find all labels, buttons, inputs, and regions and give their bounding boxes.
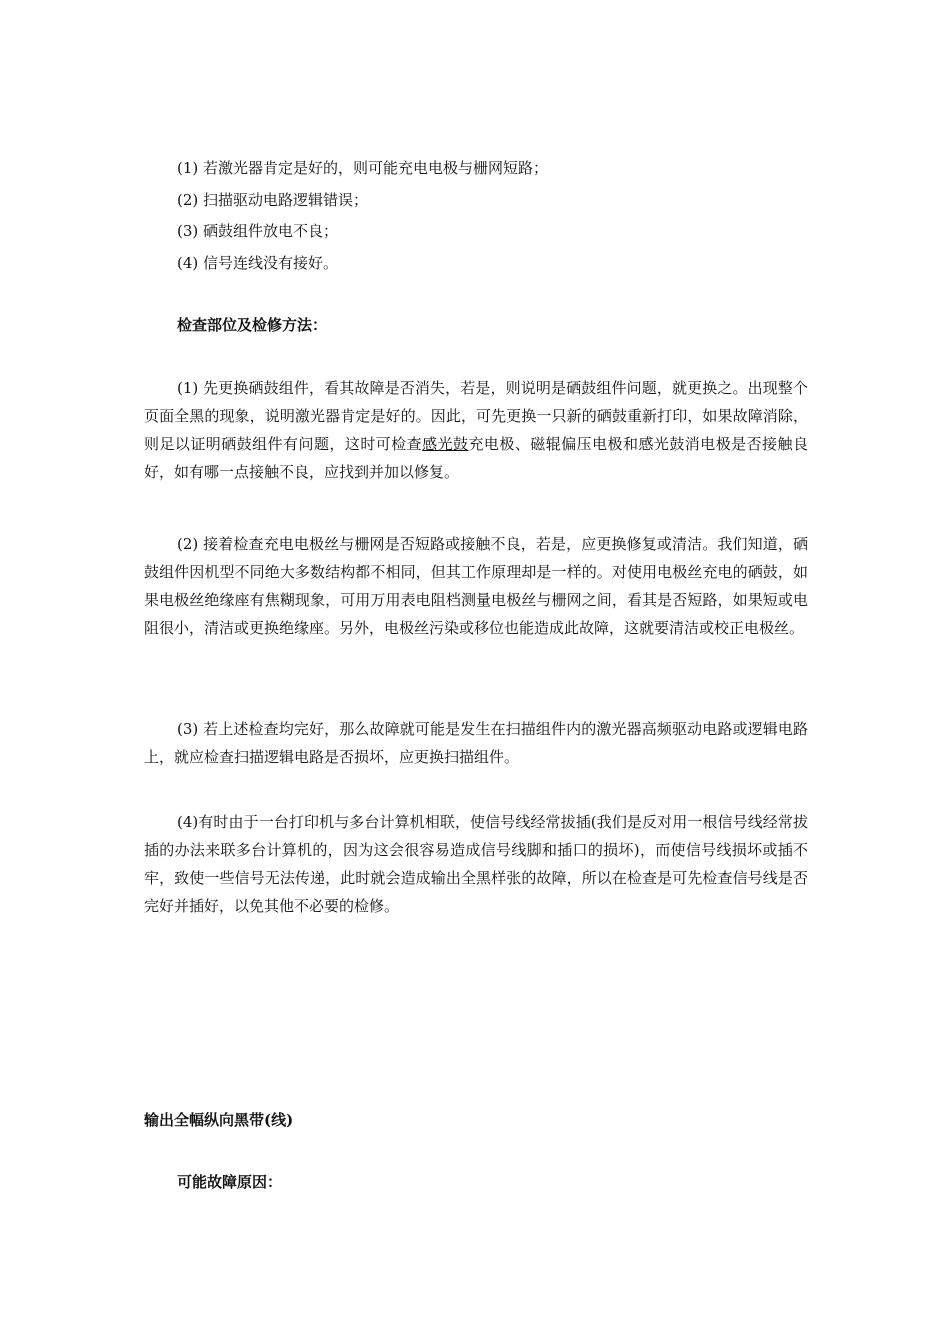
photoreceptor-drum-link[interactable]: 感光鼓 <box>422 435 469 453</box>
check-method-heading: 检查部位及检修方法： <box>177 316 328 334</box>
paragraph-4: (4)有时由于一台打印机与多台计算机相联，使信号线经常拔插(我们是反对用一根信号线经常拔插的办法来联多台计算机的，因为这会很容易造成信号线脚和插口的损坏)，而使信号线损坏或插不牢，致使一些信号无法传递，此时就会造成输出全黑样张的故障，所以在检查是可先检查信号线是否完好并插好，以免其他不必要的检修。 <box>144 813 808 915</box>
cause-item-3: (3) 硒鼓组件放电不良； <box>177 222 339 240</box>
cause-item-4: (4) 信号连线没有接好。 <box>177 254 339 272</box>
paragraph-1-text-b: 充电极、磁辊偏压电极和感光鼓消电极是否接触良好，如有哪一点接触不良，应找到并加以修复。 <box>144 435 808 481</box>
section-title: 输出全幅纵向黑带(线) <box>144 1111 294 1129</box>
paragraph-2: (2) 接着检查充电电极丝与栅网是否短路或接触不良，若是，应更换修复或清洁。我们知道，硒鼓组件因机型不同绝大多数结构都不相同，但其工作原理却是一样的。对使用电极丝充电的硒鼓，如果电极丝绝缘座有焦糊现象，可用万用表电阻档测量电极丝与栅网之间，看其是否短路，如果短或电阻很小，清洁或更换绝缘座。另外，电极丝污染或移位也能造成此故障，这就要清洁或校正电极丝。 <box>144 535 808 637</box>
cause-item-1: (1) 若激光器肯定是好的，则可能充电电极与栅网短路； <box>177 159 549 177</box>
paragraph-3: (3) 若上述检查均完好，那么故障就可能是发生在扫描组件内的激光器高频驱动电路或逻辑电路上，就应检查扫描逻辑电路是否损坏，应更换扫描组件。 <box>144 720 808 766</box>
paragraph-1-text-a: (1) 先更换硒鼓组件，看其故障是否消失，若是，则说明是硒鼓组件问题，就更换之。出现整个页面全黑的现象，说明激光器肯定是好的。因此，可先更换一只新的硒鼓重新打印，如果故障消除，则足以证明硒鼓组件有问题，这时可检查 <box>144 379 808 453</box>
possible-causes-heading: 可能故障原因： <box>177 1173 283 1191</box>
cause-item-2: (2) 扫描驱动电路逻辑错误； <box>177 191 369 209</box>
paragraph-1 <box>144 374 808 486</box>
